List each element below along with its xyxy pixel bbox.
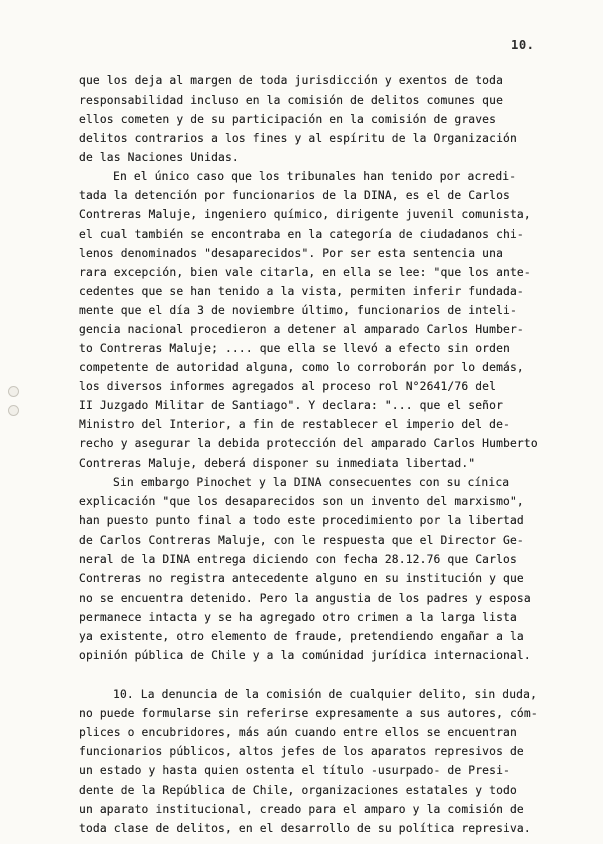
text-line: no puede formularse sin referirse expresamente a sus autores, cóm- [79, 707, 538, 720]
text-line: Contreras no registra antecedente alguno en su institución y que [79, 572, 524, 585]
text-line: han puesto punto final a todo este procedimiento por la libertad [79, 514, 524, 527]
text-line: opinión pública de Chile y a la comúnidad jurídica internacional. [79, 649, 531, 662]
text-line: el cual también se encontraba en la categoría de ciudadanos chi- [79, 228, 524, 241]
text-line: los diversos informes agregados al proceso rol N°2641/76 del [79, 380, 497, 393]
text-line: Contreras Maluje, ingeniero químico, dirigente juvenil comunista, [79, 208, 531, 221]
text-line: Contreras Maluje, deberá disponer su inmediata libertad." [79, 457, 476, 470]
text-line: un aparato institucional, creado para el amparo y la comisión de [79, 803, 524, 816]
text-line: un estado y hasta quien ostenta el título -usurpado- de Presi- [79, 764, 510, 777]
text-line: to Contreras Maluje; .... que ella se llevó a efecto sin orden [79, 342, 510, 355]
text-line: rara excepción, bien vale citarla, en ella se lee: "que los ante- [79, 266, 531, 279]
text-line: tada la detención por funcionarios de la DINA, es el de Carlos [79, 189, 510, 202]
text-line: gencia nacional procedieron a detener al amparado Carlos Humber- [79, 323, 524, 336]
text-line: II Juzgado Militar de Santiago". Y declara: "... que el señor [79, 399, 504, 412]
text-line: ya existente, otro elemento de fraude, pretendiendo engañar a la [79, 630, 524, 643]
text-line: responsabilidad incluso en la comisión de delitos comunes que [79, 94, 504, 107]
text-line: de Carlos Contreras Maluje, con le respuesta que el Director Ge- [79, 534, 524, 547]
text-line: competente de autoridad alguna, como lo corroborán por lo demás, [79, 361, 524, 374]
text-line: mente que el día 3 de noviembre último, funcionarios de inteli- [79, 304, 517, 317]
text-line: delitos contrarios a los fines y al espíritu de la Organización [79, 132, 517, 145]
text-line: 10. La denuncia de la comisión de cualquier delito, sin duda, [113, 688, 538, 701]
text-line: Ministro del Interior, a fin de restablecer el imperio del de- [79, 418, 510, 431]
page-number: 10. [511, 38, 535, 52]
text-line: de las Naciones Unidas. [79, 151, 239, 164]
text-line: neral de la DINA entrega diciendo con fecha 28.12.76 que Carlos [79, 553, 517, 566]
text-line: que los deja al margen de toda jurisdicción y exentos de toda [79, 74, 504, 87]
text-line: dente de la República de Chile, organizaciones estatales y todo [79, 784, 517, 797]
text-line: recho y asegurar la debida protección del amparado Carlos Humberto [79, 437, 538, 450]
text-line: explicación "que los desaparecidos son un invento del marxismo", [79, 495, 524, 508]
text-line: lenos denominados "desaparecidos". Por ser esta sentencia una [79, 247, 504, 260]
text-line: funcionarios públicos, altos jefes de los aparatos represivos de [79, 745, 524, 758]
text-line: ellos cometen y de su participación en la comisión de graves [79, 113, 497, 126]
text-line: plices o encubridores, más aún cuando entre ellos se encuentran [79, 726, 517, 739]
text-line: Sin embargo Pinochet y la DINA consecuentes con su cínica [113, 476, 510, 489]
text-line: toda clase de delitos, en el desarrollo de su política represiva. [79, 822, 531, 835]
text-line: En el único caso que los tribunales han tenido por acredi- [113, 170, 517, 183]
text-line: permanece intacta y se ha agregado otro crimen a la larga lista [79, 611, 517, 624]
text-line: no se encuentra detenido. Pero la angustia de los padres y esposa [79, 592, 531, 605]
text-line: cedentes que se han tenido a la vista, permiten inferir fundada- [79, 285, 524, 298]
